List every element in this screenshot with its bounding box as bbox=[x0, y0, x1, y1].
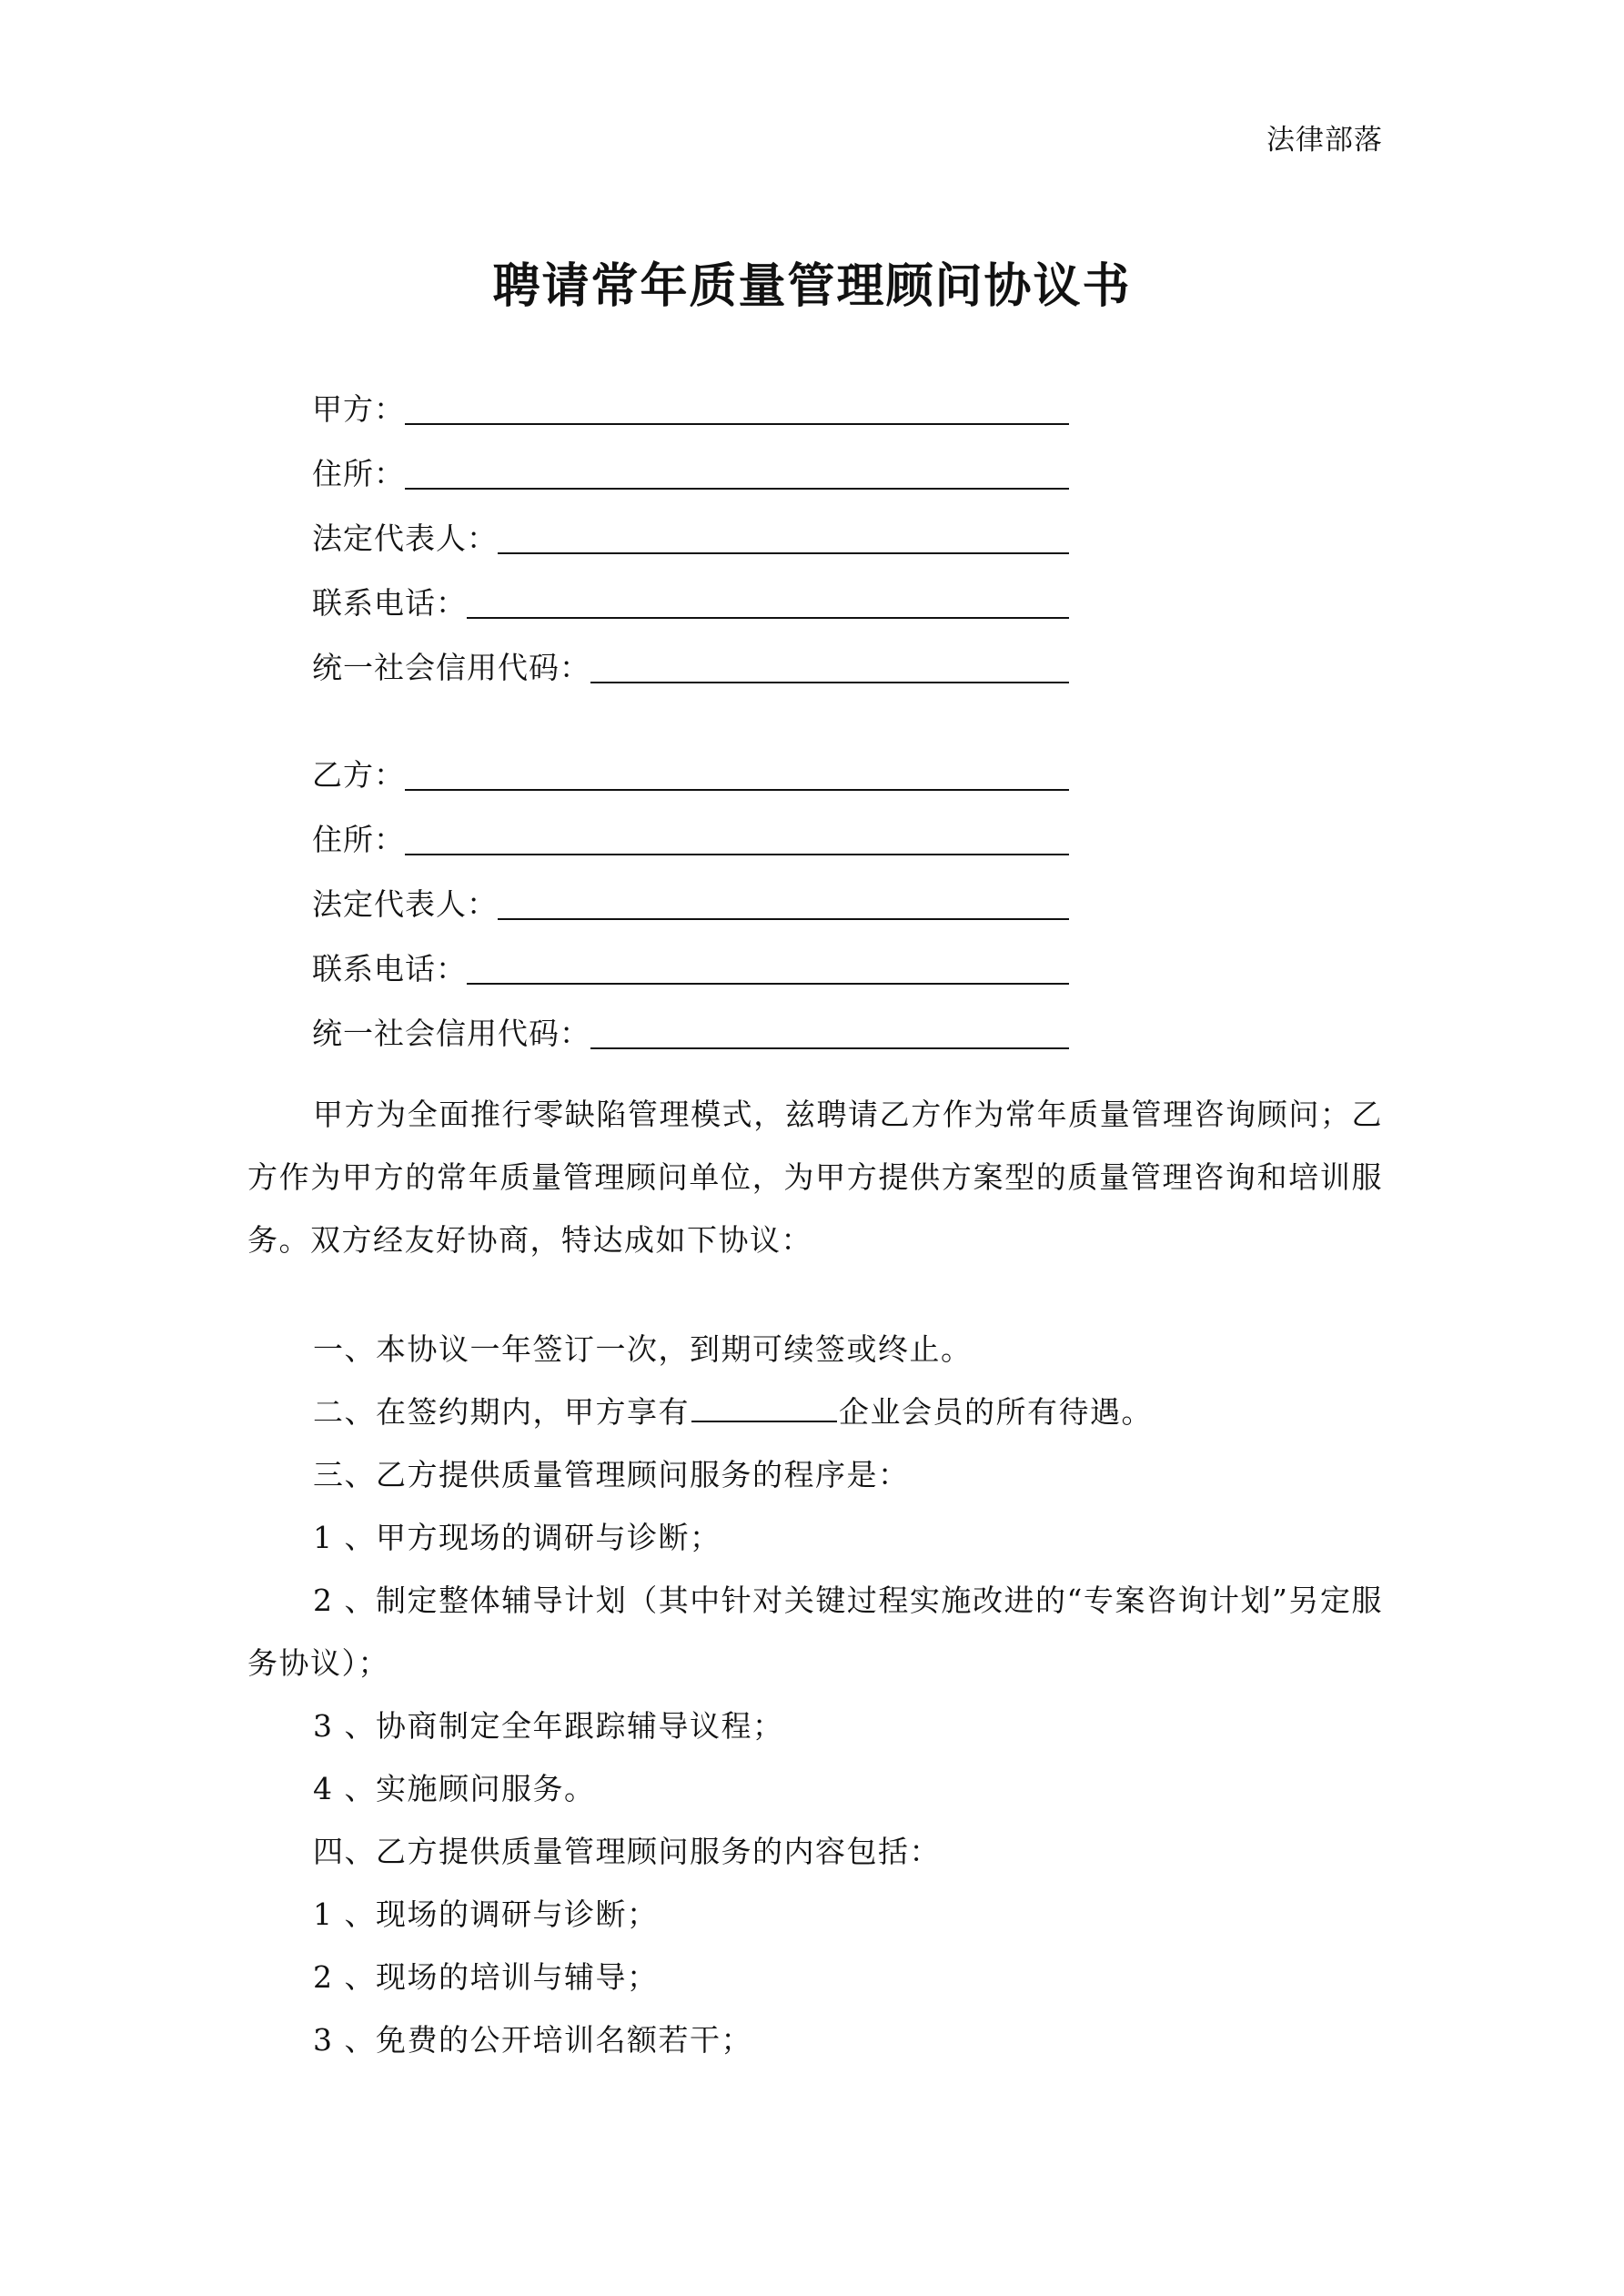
party-b-address-row bbox=[312, 794, 1069, 859]
party-a-address-label: 住所： bbox=[312, 456, 405, 491]
header-mark: 法律部落 bbox=[1266, 124, 1383, 157]
clause-4-item-1: 1 、现场的调研与诊断； bbox=[313, 1896, 659, 1932]
party-a-representative-label: 法定代表人： bbox=[312, 521, 498, 556]
party-b-credit-code-blank[interactable] bbox=[590, 1007, 1069, 1049]
clause-4-item-3: 3 、免费的公开培训名额若干； bbox=[313, 2022, 752, 2058]
party-b-representative-label: 法定代表人： bbox=[312, 886, 498, 922]
party-a-address-blank[interactable] bbox=[405, 448, 1069, 490]
party-a-name-blank[interactable] bbox=[405, 383, 1069, 425]
party-a-credit-code-label: 统一社会信用代码： bbox=[312, 650, 590, 685]
party-a-representative-blank[interactable] bbox=[498, 512, 1069, 554]
party-b-block bbox=[312, 730, 1069, 1053]
clause-4-item-2: 2 、现场的培训与辅导； bbox=[313, 1959, 659, 1995]
party-a-phone-blank[interactable] bbox=[467, 577, 1069, 619]
clauses-section bbox=[247, 1318, 1383, 2071]
party-b-address-label: 住所： bbox=[312, 822, 405, 857]
party-a-address-row bbox=[312, 429, 1069, 493]
party-a-block bbox=[312, 364, 1069, 687]
clause-2-after: 企业会员的所有待遇。 bbox=[839, 1394, 1153, 1430]
party-b-name-row bbox=[312, 730, 1069, 794]
party-b-representative-row bbox=[312, 859, 1069, 924]
party-a-name-label: 甲方： bbox=[312, 391, 405, 427]
clause-2 bbox=[247, 1381, 1383, 1443]
clause-3-item-1: 1 、甲方现场的调研与诊断； bbox=[313, 1520, 721, 1555]
intro-paragraph: 甲方为全面推行零缺陷管理模式，兹聘请乙方作为常年质量管理咨询顾问；乙方作为甲方的常年质量管理顾问单位，为甲方提供方案型的质量管理咨询和培训服务。双方经友好协商，特达成如下协议： bbox=[247, 1097, 1383, 1258]
party-a-credit-code-row bbox=[312, 622, 1069, 687]
intro-section bbox=[247, 1083, 1383, 1271]
party-a-name-row bbox=[312, 364, 1069, 429]
party-b-phone-row bbox=[312, 924, 1069, 988]
clause-3-item-4: 4 、实施顾问服务。 bbox=[313, 1771, 596, 1806]
clause-4: 四、乙方提供质量管理顾问服务的内容包括： bbox=[313, 1834, 941, 1869]
party-a-credit-code-blank[interactable] bbox=[590, 642, 1069, 683]
party-b-name-blank[interactable] bbox=[405, 749, 1069, 791]
party-a-phone-label: 联系电话： bbox=[312, 585, 467, 621]
clause-3-item-2: 2 、制定整体辅导计划（其中针对关键过程实施改进的“专案咨询计划”另定服务协议）； bbox=[247, 1583, 1383, 1681]
party-b-representative-blank[interactable] bbox=[498, 878, 1069, 920]
document-title: 聘请常年质量管理顾问协议书 bbox=[492, 258, 1132, 314]
clause-2-before: 二、在签约期内，甲方享有 bbox=[313, 1394, 690, 1430]
party-b-name-label: 乙方： bbox=[312, 757, 405, 793]
party-b-phone-blank[interactable] bbox=[467, 943, 1069, 985]
clause-3: 三、乙方提供质量管理顾问服务的程序是： bbox=[313, 1457, 910, 1492]
party-a-representative-row bbox=[312, 493, 1069, 558]
party-b-phone-label: 联系电话： bbox=[312, 951, 467, 986]
clause-1: 一、本协议一年签订一次，到期可续签或终止。 bbox=[313, 1331, 973, 1367]
party-b-credit-code-row bbox=[312, 988, 1069, 1053]
party-a-phone-row bbox=[312, 558, 1069, 622]
membership-level-blank[interactable] bbox=[691, 1393, 837, 1422]
party-b-address-blank[interactable] bbox=[405, 814, 1069, 855]
clause-3-item-3: 3 、协商制定全年跟踪辅导议程； bbox=[313, 1708, 784, 1744]
party-b-credit-code-label: 统一社会信用代码： bbox=[312, 1016, 590, 1051]
